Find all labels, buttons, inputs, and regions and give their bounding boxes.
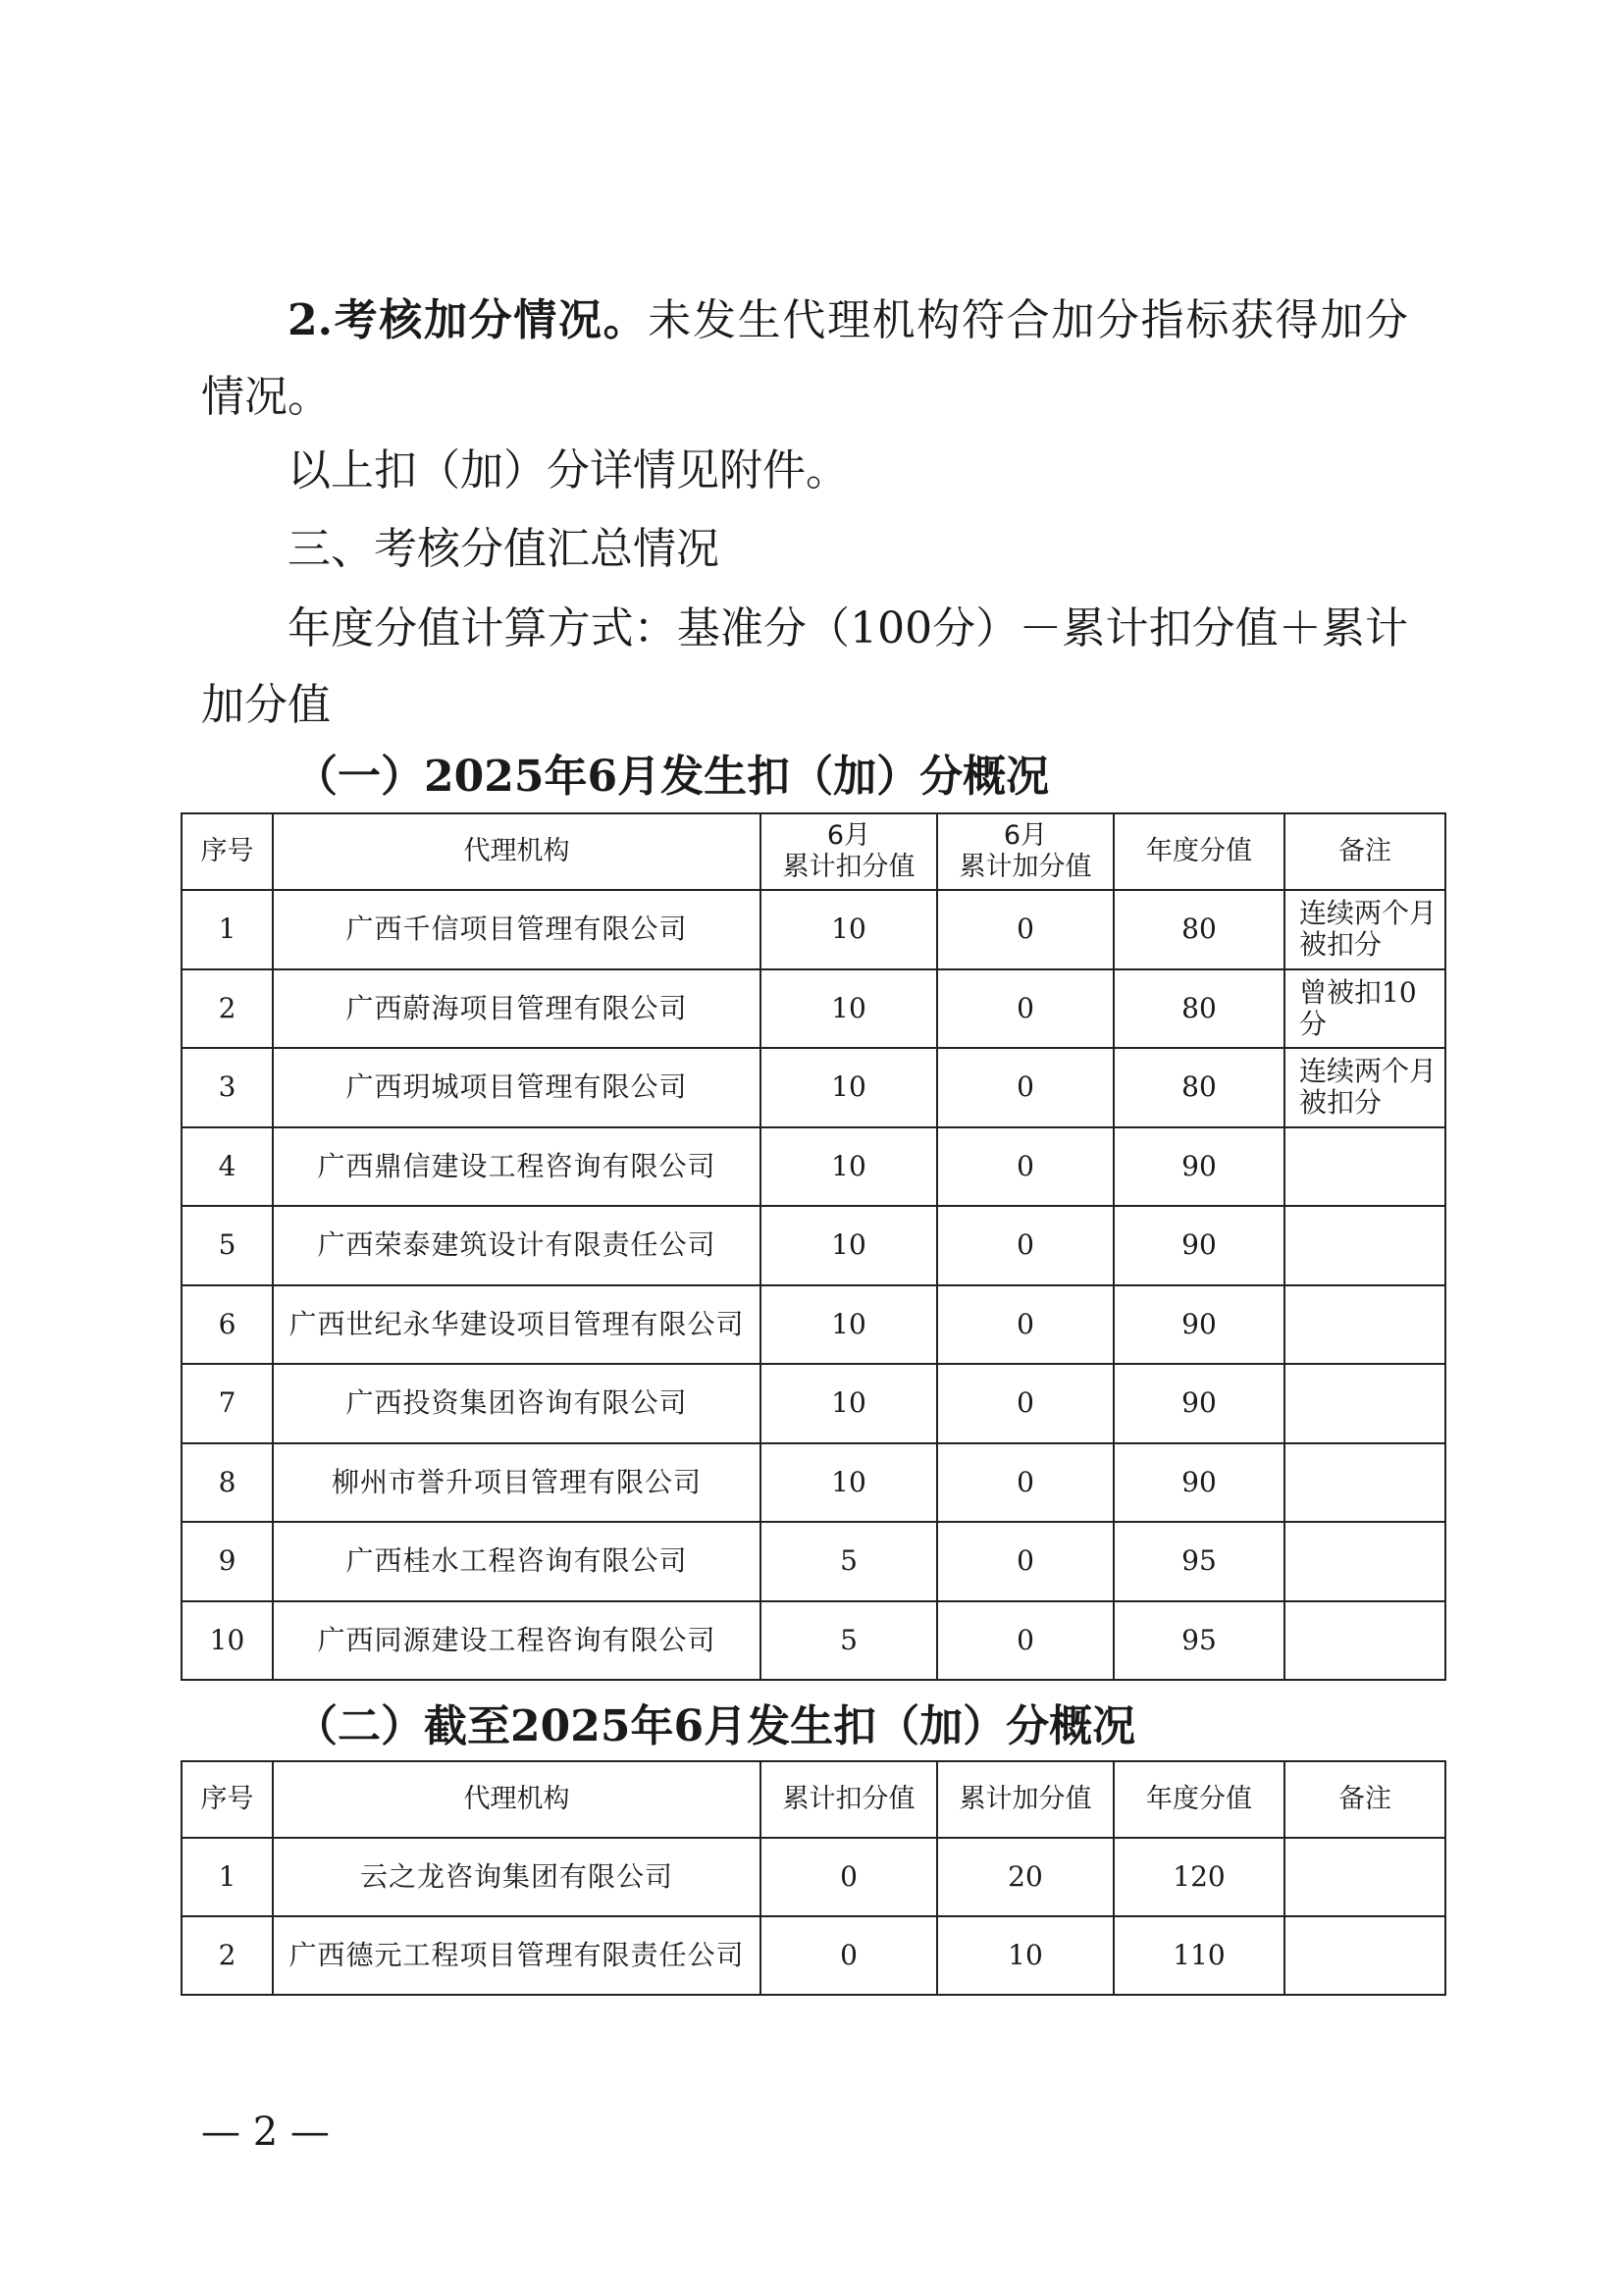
remark [1284, 1601, 1445, 1681]
add-value: 0 [937, 969, 1114, 1049]
add-value: 0 [937, 1522, 1114, 1601]
annual-score: 80 [1114, 890, 1284, 969]
section-heading-summary: 三、考核分值汇总情况 [288, 524, 719, 574]
row-number: 1 [182, 890, 273, 969]
table-row [182, 1206, 1445, 1285]
agency-name: 广西世纪永华建设项目管理有限公司 [273, 1285, 760, 1365]
table-row [182, 1364, 1445, 1443]
table-row [182, 890, 1445, 969]
row-number: 8 [182, 1443, 273, 1523]
deduct-value: 10 [760, 1048, 937, 1127]
row-number: 9 [182, 1522, 273, 1601]
row-number: 4 [182, 1127, 273, 1207]
agency-name: 广西玥城项目管理有限公司 [273, 1048, 760, 1127]
annual-score: 90 [1114, 1364, 1284, 1443]
annual-score: 95 [1114, 1522, 1284, 1601]
deduct-value: 5 [760, 1522, 937, 1601]
agency-name: 广西同源建设工程咨询有限公司 [273, 1601, 760, 1681]
paragraph-formula: 年度分值计算方式：基准分（100分）－累计扣分值＋累计加分值 [201, 603, 1408, 730]
annual-score: 90 [1114, 1443, 1284, 1523]
agency-name: 广西桂水工程咨询有限公司 [273, 1522, 760, 1601]
add-value: 0 [937, 1601, 1114, 1681]
bonus-text: 未发生代理机构符合加分指标获得加分情况。 [201, 295, 1409, 422]
table1-header-cell: 序号 [182, 813, 273, 890]
deduct-value: 0 [760, 1916, 937, 1995]
agency-name: 云之龙咨询集团有限公司 [273, 1838, 760, 1916]
row-number: 2 [182, 1916, 273, 1995]
remark [1284, 1364, 1445, 1443]
table2-caption: （二）截至2025年6月发生扣（加）分概况 [294, 1701, 1136, 1751]
annual-score: 90 [1114, 1285, 1284, 1365]
remark: 连续两个月被扣分 [1284, 1048, 1445, 1127]
row-number: 3 [182, 1048, 273, 1127]
annual-score: 95 [1114, 1601, 1284, 1681]
table-row [182, 1916, 1445, 1995]
deduct-value: 0 [760, 1838, 937, 1916]
row-number: 5 [182, 1206, 273, 1285]
table-cumulative-scores [181, 1760, 1446, 1996]
annual-score: 90 [1114, 1206, 1284, 1285]
table1-header-cell: 代理机构 [273, 813, 760, 890]
row-number: 6 [182, 1285, 273, 1365]
add-value: 0 [937, 1364, 1114, 1443]
row-number: 2 [182, 969, 273, 1049]
paragraph-bonus [201, 283, 1408, 436]
add-value: 0 [937, 890, 1114, 969]
annual-score: 80 [1114, 1048, 1284, 1127]
remark [1284, 1838, 1445, 1916]
table-june-scores [181, 812, 1446, 1681]
table1-header-cell: 6月 累计加分值 [937, 813, 1114, 890]
agency-name: 广西荣泰建筑设计有限责任公司 [273, 1206, 760, 1285]
add-value: 0 [937, 1443, 1114, 1523]
remark [1284, 1206, 1445, 1285]
deduct-value: 10 [760, 890, 937, 969]
deduct-value: 10 [760, 969, 937, 1049]
table2-header-cell: 序号 [182, 1761, 273, 1838]
add-value: 0 [937, 1048, 1114, 1127]
add-value: 20 [937, 1838, 1114, 1916]
table2-header-cell: 代理机构 [273, 1761, 760, 1838]
table1-caption: （一）2025年6月发生扣（加）分概况 [294, 752, 1050, 802]
table2-header-row [182, 1761, 1445, 1838]
deduct-value: 10 [760, 1285, 937, 1365]
table-row [182, 1601, 1445, 1681]
agency-name: 柳州市誉升项目管理有限公司 [273, 1443, 760, 1523]
table-row [182, 1522, 1445, 1601]
remark [1284, 1916, 1445, 1995]
deduct-value: 10 [760, 1443, 937, 1523]
deduct-value: 5 [760, 1601, 937, 1681]
annual-score: 120 [1114, 1838, 1284, 1916]
bonus-heading: 2.考核加分情况。 [288, 295, 649, 345]
table2-header-cell: 累计加分值 [937, 1761, 1114, 1838]
table2-header-cell: 年度分值 [1114, 1761, 1284, 1838]
table-row [182, 1048, 1445, 1127]
remark [1284, 1522, 1445, 1601]
page-number: — 2 — [201, 2110, 330, 2155]
add-value: 0 [937, 1127, 1114, 1207]
remark [1284, 1443, 1445, 1523]
table-row [182, 1285, 1445, 1365]
agency-name: 广西投资集团咨询有限公司 [273, 1364, 760, 1443]
table2-header-cell: 备注 [1284, 1761, 1445, 1838]
row-number: 1 [182, 1838, 273, 1916]
table-row [182, 1838, 1445, 1916]
annual-score: 110 [1114, 1916, 1284, 1995]
table2-header-cell: 累计扣分值 [760, 1761, 937, 1838]
deduct-value: 10 [760, 1206, 937, 1285]
table-row [182, 1127, 1445, 1207]
add-value: 0 [937, 1285, 1114, 1365]
remark: 连续两个月被扣分 [1284, 890, 1445, 969]
deduct-value: 10 [760, 1364, 937, 1443]
agency-name: 广西鼎信建设工程咨询有限公司 [273, 1127, 760, 1207]
annual-score: 80 [1114, 969, 1284, 1049]
table1-header-cell: 6月 累计扣分值 [760, 813, 937, 890]
agency-name: 广西德元工程项目管理有限责任公司 [273, 1916, 760, 1995]
table-row [182, 969, 1445, 1049]
agency-name: 广西千信项目管理有限公司 [273, 890, 760, 969]
table1-header-row [182, 813, 1445, 890]
remark: 曾被扣10分 [1284, 969, 1445, 1049]
table1-header-cell: 年度分值 [1114, 813, 1284, 890]
row-number: 10 [182, 1601, 273, 1681]
agency-name: 广西蔚海项目管理有限公司 [273, 969, 760, 1049]
paragraph-attachment-note: 以上扣（加）分详情见附件。 [288, 445, 849, 496]
remark [1284, 1285, 1445, 1365]
table1-header-cell: 备注 [1284, 813, 1445, 890]
table-row [182, 1443, 1445, 1523]
add-value: 0 [937, 1206, 1114, 1285]
row-number: 7 [182, 1364, 273, 1443]
add-value: 10 [937, 1916, 1114, 1995]
annual-score: 90 [1114, 1127, 1284, 1207]
deduct-value: 10 [760, 1127, 937, 1207]
remark [1284, 1127, 1445, 1207]
